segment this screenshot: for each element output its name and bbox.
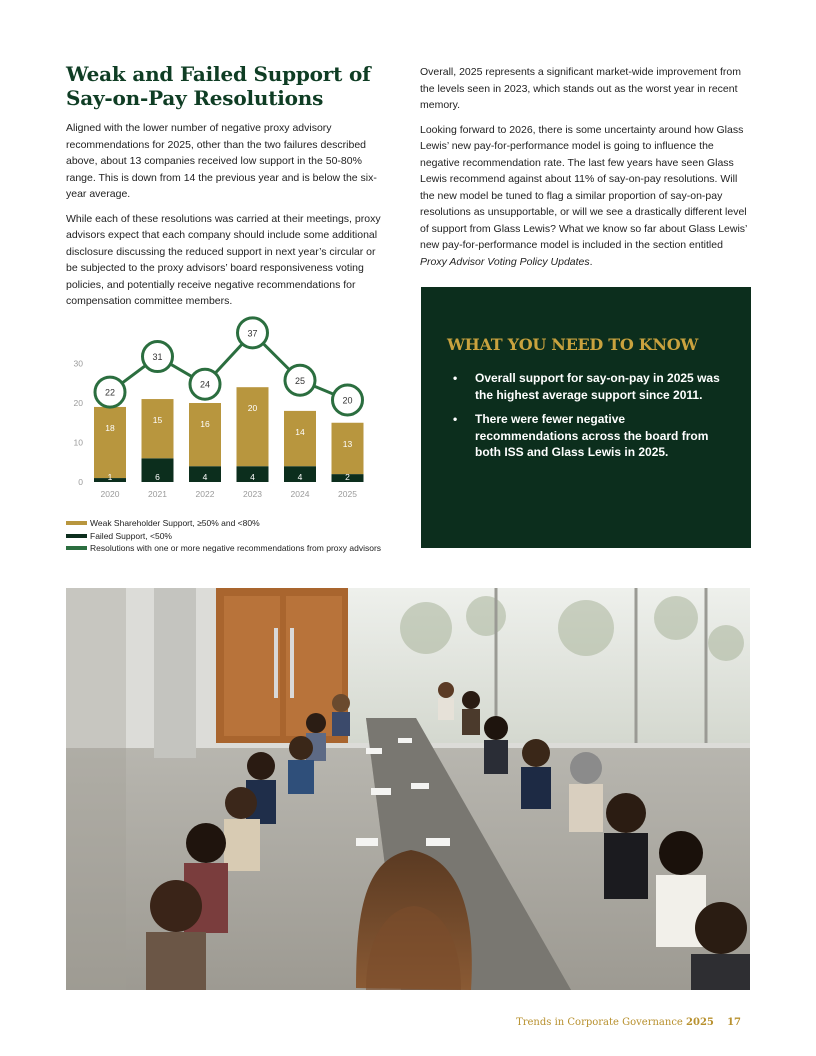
x-tick-label: 2022 bbox=[195, 489, 215, 499]
data-label-negative: 22 bbox=[104, 387, 116, 398]
callout-bullet bbox=[447, 370, 725, 403]
right-paragraph-2 bbox=[420, 122, 752, 271]
bar-weak bbox=[189, 403, 221, 466]
bullet-icon: • bbox=[453, 412, 458, 426]
chart-legend bbox=[66, 517, 406, 555]
callout-bullet bbox=[447, 411, 725, 461]
section-reference: Proxy Advisor Voting Policy Updates bbox=[420, 255, 590, 268]
right-paragraph-2-end: . bbox=[589, 255, 593, 268]
bar-weak bbox=[94, 407, 126, 478]
data-label-negative: 20 bbox=[342, 395, 353, 406]
callout-list bbox=[447, 370, 725, 461]
callout-title: WHAT YOU NEED TO KNOW bbox=[447, 335, 698, 354]
say-on-pay-chart bbox=[60, 316, 400, 506]
bar-weak bbox=[142, 399, 174, 458]
legend-swatch-weak bbox=[66, 521, 87, 525]
right-paragraph-2-text: Looking forward to 2026, there is some uncertainty around how Glass Lewis’ new pay-for-performance model is going to influence the negative recommendation rate. The last few years have seen Glass Lewis recommend against about 11% of say-on-pay resolutions. Will the new model be tuned to flag a similar proportion of say-on-pay resolutions as unsupportable, or will we see a drastically different level of support from Glass Lewis? What we know so far about Glass Lewis’ new pay-for-performance model is included in the section entitled bbox=[420, 123, 747, 251]
x-tick-label: 2025 bbox=[338, 489, 357, 499]
legend-item-negative bbox=[66, 542, 406, 555]
footer-year: 2025 bbox=[686, 1017, 714, 1028]
data-label-negative: 24 bbox=[199, 379, 211, 390]
page-number: 17 bbox=[727, 1017, 741, 1028]
y-tick-label: 30 bbox=[73, 358, 83, 369]
legend-item-weak bbox=[66, 517, 406, 530]
bar-weak bbox=[237, 387, 269, 466]
left-paragraph-2: While each of these resolutions was carried at their meetings, proxy advisors expect that each company should include some additional disclosure discussing the reduced support in next year’s circular or be subjected to the proxy advisors’ board responsiveness voting policies, and potentially receive negative recommendations for compensation committee members. bbox=[66, 212, 381, 307]
what-you-need-to-know-box bbox=[421, 287, 751, 548]
data-label-failed: 4 bbox=[202, 472, 208, 482]
chart-canvas bbox=[60, 316, 400, 506]
data-label-failed: 6 bbox=[155, 472, 160, 482]
callout-bullet-text: Overall support for say-on-pay in 2025 was the highest average support since 2011. bbox=[475, 371, 720, 402]
data-label-failed: 4 bbox=[250, 472, 255, 482]
bullet-icon: • bbox=[453, 371, 458, 385]
y-tick-label: 20 bbox=[73, 398, 83, 408]
callout-bullet-text: There were fewer negative recommendations across the board from both ISS and Glass Lewis in 2025. bbox=[475, 412, 709, 459]
x-tick-label: 2020 bbox=[100, 489, 120, 499]
page-footer bbox=[516, 1017, 741, 1028]
right-paragraph-1: Overall, 2025 represents a significant market-wide improvement from the levels seen in 2023, which stands out as the worst year in recent memory. bbox=[420, 66, 741, 111]
legend-item-failed bbox=[66, 530, 406, 543]
section-heading: Weak and Failed Support of Say-on-Pay Resolutions bbox=[66, 62, 371, 110]
data-label-weak: 16 bbox=[200, 419, 210, 429]
data-label-failed: 4 bbox=[297, 472, 303, 482]
data-label-weak: 15 bbox=[152, 415, 163, 426]
right-column bbox=[420, 64, 752, 278]
y-tick-label: 10 bbox=[73, 437, 83, 448]
legend-swatch-negative bbox=[66, 546, 87, 550]
data-label-negative: 25 bbox=[294, 375, 306, 386]
legend-label-negative: Resolutions with one or more negative recommendations from proxy advisors bbox=[90, 543, 382, 554]
x-tick-label: 2024 bbox=[290, 489, 310, 499]
legend-label-failed: Failed Support, <50% bbox=[90, 530, 172, 541]
x-tick-label: 2021 bbox=[148, 489, 167, 499]
left-column bbox=[66, 62, 386, 318]
data-label-weak: 18 bbox=[105, 422, 115, 433]
data-label-negative: 31 bbox=[152, 352, 163, 363]
data-label-weak: 14 bbox=[295, 426, 305, 437]
data-label-negative: 37 bbox=[247, 328, 258, 339]
legend-label-weak: Weak Shareholder Support, ≥50% and <80% bbox=[90, 518, 260, 529]
data-label-failed: 2 bbox=[345, 472, 350, 482]
boardroom-meeting-photo bbox=[66, 588, 750, 990]
footer-title: Trends in Corporate Governance bbox=[516, 1017, 683, 1028]
data-label-failed: 1 bbox=[107, 472, 113, 482]
data-label-weak: 13 bbox=[342, 438, 353, 449]
photo-illustration bbox=[66, 588, 750, 990]
y-tick-label: 0 bbox=[78, 477, 83, 487]
data-label-weak: 20 bbox=[247, 403, 258, 414]
legend-swatch-failed bbox=[66, 534, 87, 538]
left-paragraph-1: Aligned with the lower number of negative proxy advisory recommendations for 2025, other than the two failures described above, about 13 companies received low support in the 50-80% range. This is down from 14 the previous year and is below the six-year average. bbox=[66, 122, 377, 200]
x-tick-label: 2023 bbox=[243, 489, 262, 499]
bar-weak bbox=[284, 411, 316, 466]
